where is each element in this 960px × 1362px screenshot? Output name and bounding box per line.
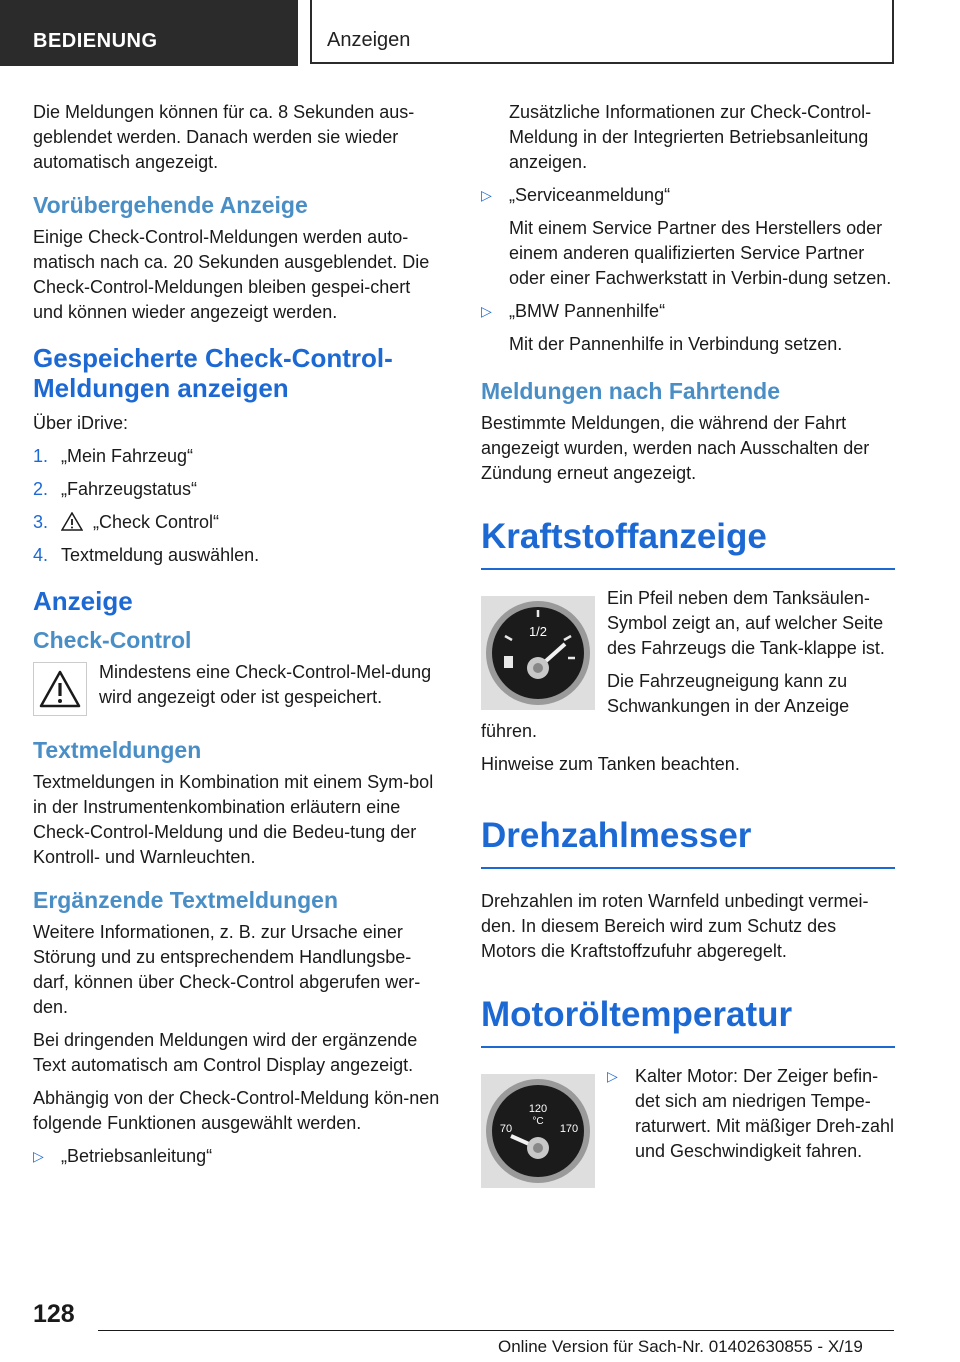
stored-messages-heading: Gespeicherte Check-Control-Meldungen anzeigen xyxy=(33,343,393,403)
oil-temperature-section xyxy=(481,1064,895,1196)
left-column xyxy=(33,100,445,1177)
footer-divider xyxy=(98,1330,894,1331)
svg-text:1/2: 1/2 xyxy=(528,624,548,639)
fuel-paragraph-3: Hinweise zum Tanken beachten. xyxy=(481,754,740,774)
warning-triangle-icon xyxy=(61,512,83,531)
list-item: ▷ Kalter Motor: Der Zeiger befin-det sich am niedrigen Tempe-raturwert. Mit mäßiger Dreh-zahl und Geschwindigkeit fahren. xyxy=(607,1066,895,1161)
triangle-bullet-icon: ▷ xyxy=(33,1148,44,1164)
temporary-display-text: Einige Check-Control-Meldungen werden auto-matisch nach ca. 20 Sekunden ausgeblendet. Die Check-Control-Meldungen bleiben gespei-chert und können wieder angezeigt werden. xyxy=(33,227,430,322)
check-control-heading: Check-Control xyxy=(33,627,192,653)
list-item: 2. „Fahrzeugstatus“ xyxy=(33,479,198,499)
footer-version-text: Online Version für Sach-Nr. 01402630855 - X/19 xyxy=(498,1337,863,1356)
svg-text:170: 170 xyxy=(559,1123,579,1135)
text-messages-heading: Textmeldungen xyxy=(33,737,202,763)
text-messages-text: Textmeldungen in Kombination mit einem Sym-bol in der Instrumentenkombination erläutern eine Check-Control-Meldung und die Bedeu-tung der Kontroll- und Warnleuchten. xyxy=(33,772,434,867)
triangle-bullet-icon: ▷ xyxy=(481,187,492,203)
check-control-block xyxy=(33,660,445,720)
display-heading: Anzeige xyxy=(33,586,133,616)
fuel-paragraph-2: Die Fahrzeugneigung kann zu Schwankungen in der Anzeige führen. xyxy=(481,671,850,741)
after-drive-heading: Meldungen nach Fahrtende xyxy=(481,378,781,404)
supplementary-messages-heading: Ergänzende Textmeldungen xyxy=(33,887,339,913)
tachometer-text: Drehzahlen im roten Warnfeld unbedingt vermei-den. In diesem Bereich wird zum Schutz des Motors die Kraftstoffzufuhr abgeregelt. xyxy=(481,891,869,961)
list-item: 3. „Check Control“ xyxy=(33,512,220,532)
list-item: Zusätzliche Informationen zur Check-Control-Meldung in der Integrierten Betriebsanleitung anzeigen. xyxy=(509,102,872,172)
header-topic-box xyxy=(310,0,894,64)
fuel-gauge-section xyxy=(481,586,895,785)
svg-text:70: 70 xyxy=(499,1123,513,1135)
list-item: 4. Textmeldung auswählen. xyxy=(33,545,260,565)
triangle-bullet-icon: ▷ xyxy=(481,303,492,319)
intro-paragraph: Die Meldungen können für ca. 8 Sekunden aus-geblendet werden. Danach werden sie wieder automatisch angezeigt. xyxy=(33,102,415,172)
stored-messages-intro: Über iDrive: xyxy=(33,413,129,433)
header-section-tab xyxy=(0,0,298,66)
fuel-gauge-image xyxy=(481,596,595,710)
warning-triangle-icon xyxy=(33,662,87,716)
function-list-start xyxy=(33,1144,445,1169)
list-item: 1. „Mein Fahrzeug“ xyxy=(33,446,194,466)
oil-temperature-gauge-image xyxy=(481,1074,595,1188)
fuel-gauge-heading: Kraftstoffanzeige xyxy=(481,516,895,570)
triangle-bullet-icon: ▷ xyxy=(607,1068,618,1084)
function-list-continued xyxy=(481,100,895,357)
oil-temperature-heading: Motoröltemperatur xyxy=(481,994,895,1048)
supplementary-paragraph-3: Abhängig von der Check-Control-Meldung kön-nen folgende Funktionen ausgewählt werden. xyxy=(33,1088,440,1133)
page-number: 128 xyxy=(33,1300,75,1328)
check-control-text: Mindestens eine Check-Control-Mel-dung wird angezeigt oder ist gespeichert. xyxy=(99,662,432,707)
temporary-display-heading: Vorübergehende Anzeige xyxy=(33,192,308,218)
svg-text:°C: °C xyxy=(532,1116,544,1127)
supplementary-paragraph-2: Bei dringenden Meldungen wird der ergänzende Text automatisch am Control Display angezeigt. xyxy=(33,1030,418,1075)
supplementary-paragraph-1: Weitere Informationen, z. B. zur Ursache einer Störung und zu entsprechendem Handlungsbe-darf, können über Check-Control abgerufen wer-den. xyxy=(33,922,421,1017)
list-item: ▷ „BMW Pannenhilfe“ Mit der Pannenhilfe in Verbindung setzen. xyxy=(481,301,843,354)
list-item: ▷ „Betriebsanleitung“ xyxy=(33,1144,445,1169)
fuel-paragraph-1: Ein Pfeil neben dem Tanksäulen-Symbol zeigt an, auf welcher Seite des Fahrzeugs die Tank-klappe ist. xyxy=(607,588,885,658)
list-item: ▷ „Serviceanmeldung“ Mit einem Service Partner des Herstellers oder einem anderen qualifizierten Service Partner oder einer Fachwerkstatt in Verbin-dung setzen. xyxy=(481,185,892,288)
tachometer-heading: Drehzahlmesser xyxy=(481,815,895,869)
header-topic-title: Anzeigen xyxy=(327,29,411,51)
header-section-title: BEDIENUNG xyxy=(33,30,158,52)
svg-text:120: 120 xyxy=(528,1103,548,1115)
after-drive-text: Bestimmte Meldungen, die während der Fahrt angezeigt wurden, werden nach Ausschalten der Zündung erneut angezeigt. xyxy=(481,413,870,483)
idrive-steps-list xyxy=(33,444,445,568)
right-column xyxy=(481,100,895,1196)
oil-temperature-list xyxy=(607,1064,895,1164)
